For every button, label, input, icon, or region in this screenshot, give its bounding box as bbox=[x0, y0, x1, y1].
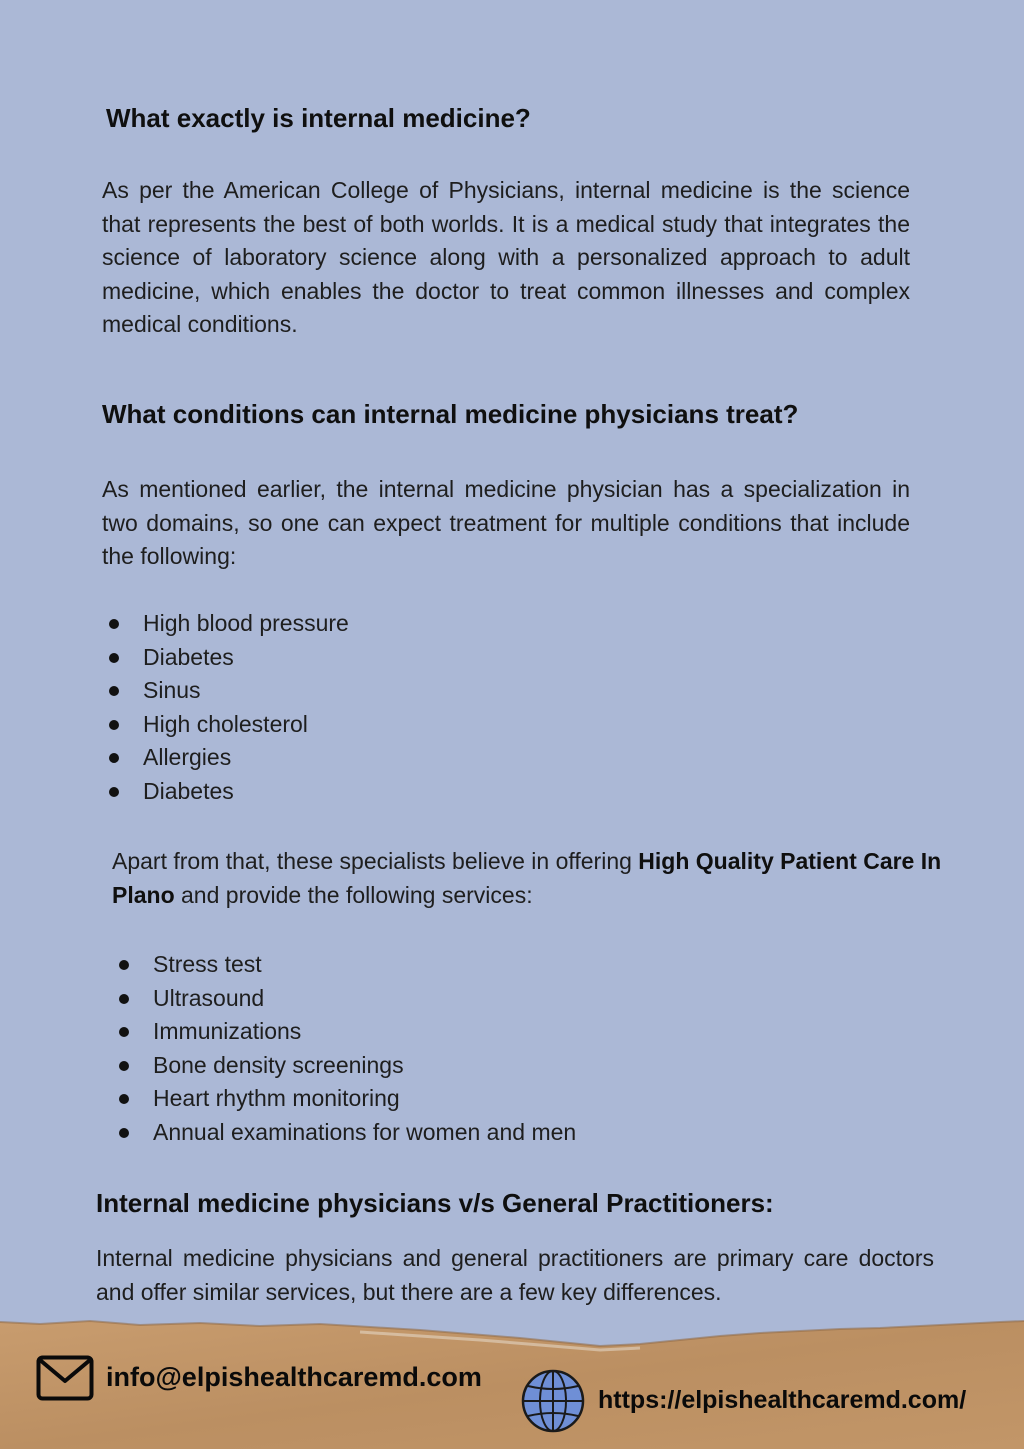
list-item: Heart rhythm monitoring bbox=[113, 1082, 576, 1116]
bullet-icon bbox=[109, 686, 119, 696]
bullet-icon bbox=[119, 960, 129, 970]
bullet-icon bbox=[119, 1027, 129, 1037]
list-item: Diabetes bbox=[103, 775, 349, 809]
list-item: Sinus bbox=[103, 674, 349, 708]
globe-icon bbox=[520, 1368, 586, 1434]
paragraph-services-intro: Apart from that, these specialists believe in offering High Quality Patient Care In Plano and provide the following services: bbox=[112, 848, 942, 908]
services-list bbox=[113, 948, 576, 1150]
bullet-icon bbox=[109, 653, 119, 663]
conditions-list bbox=[103, 607, 349, 809]
list-item: Immunizations bbox=[113, 1015, 576, 1049]
list-item: Stress test bbox=[113, 948, 576, 982]
bullet-icon bbox=[109, 787, 119, 797]
list-item: High cholesterol bbox=[103, 708, 349, 742]
list-item: Allergies bbox=[103, 741, 349, 775]
list-item: Annual examinations for women and men bbox=[113, 1116, 576, 1150]
paragraph-differences: Internal medicine physicians and general practitioners are primary care doctors and offer similar services, but there are a few key differences. bbox=[96, 1245, 934, 1305]
bullet-icon bbox=[109, 619, 119, 629]
bullet-icon bbox=[119, 994, 129, 1004]
paragraph-conditions-intro: As mentioned earlier, the internal medicine physician has a specialization in two domains, so one can expect treatment for multiple conditions that include the following: bbox=[102, 476, 910, 569]
bullet-icon bbox=[109, 720, 119, 730]
footer-email-link[interactable]: info@elpishealthcaremd.com bbox=[106, 1362, 482, 1392]
list-item: Diabetes bbox=[103, 641, 349, 675]
bullet-icon bbox=[119, 1094, 129, 1104]
bullet-icon bbox=[119, 1128, 129, 1138]
heading-vs-general-practitioners: Internal medicine physicians v/s General Practitioners: bbox=[96, 1188, 774, 1218]
bullet-icon bbox=[109, 753, 119, 763]
list-item: Ultrasound bbox=[113, 982, 576, 1016]
footer-website-link[interactable]: https://elpishealthcaremd.com/ bbox=[598, 1386, 967, 1414]
heading-conditions: What conditions can internal medicine physicians treat? bbox=[102, 399, 799, 429]
bullet-icon bbox=[119, 1061, 129, 1071]
list-item: Bone density screenings bbox=[113, 1049, 576, 1083]
list-item: High blood pressure bbox=[103, 607, 349, 641]
envelope-icon bbox=[36, 1355, 94, 1401]
highlight-quality-care: High Quality Patient Care In Plano bbox=[112, 848, 942, 908]
paragraph-definition: As per the American College of Physicians, internal medicine is the science that represents the best of both worlds. It is a medical study that integrates the science of laboratory science along with a personalized approach to adult medicine, which enables the doctor to treat common illnesses and complex medical conditions. bbox=[102, 177, 910, 337]
heading-what-is-internal-medicine: What exactly is internal medicine? bbox=[106, 103, 531, 133]
